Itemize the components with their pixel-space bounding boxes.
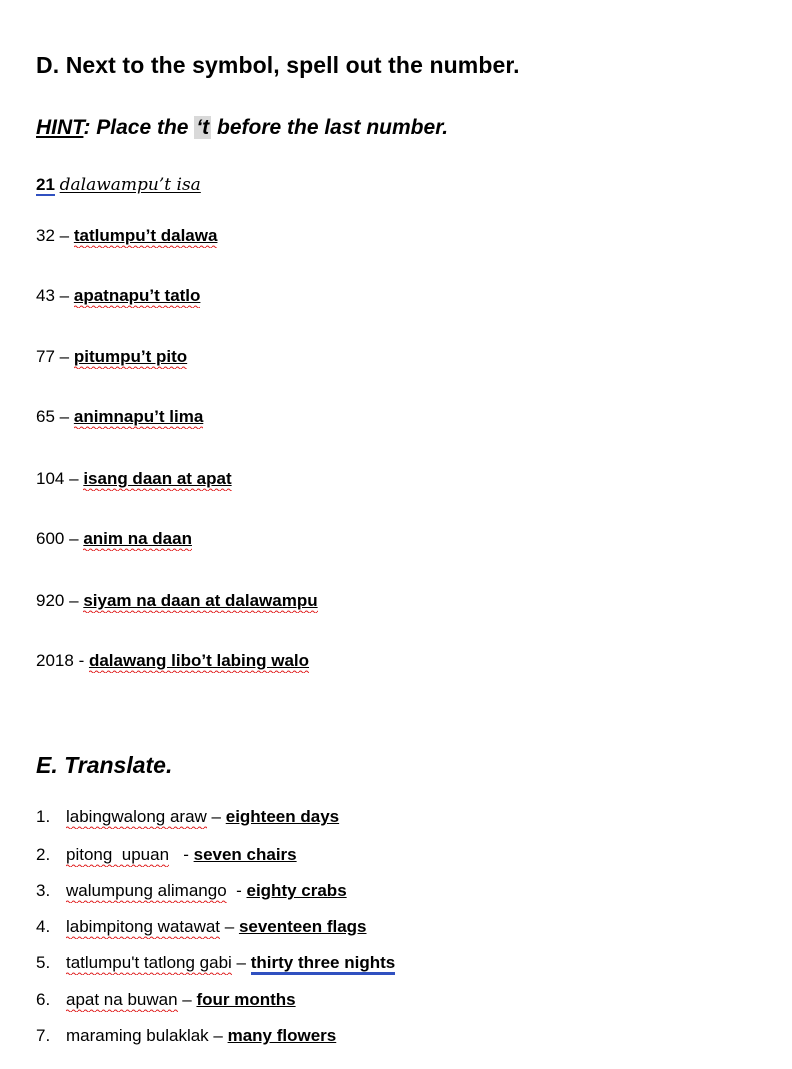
hint-label: HINT <box>36 116 84 139</box>
english-answer: eighty crabs <box>246 881 347 900</box>
number-item <box>36 286 200 306</box>
item-separator: – <box>59 286 70 305</box>
number-item <box>36 591 318 611</box>
tagalog-phrase: apat na buwan <box>66 990 178 1012</box>
section-d-heading: D. Next to the symbol, spell out the number. <box>36 52 520 78</box>
item-answer: apatnapu’t tatlo <box>74 286 201 308</box>
item-separator: - <box>78 651 85 670</box>
tagalog-phrase: maraming bulaklak <box>66 1026 209 1045</box>
item-number: 104 <box>36 469 65 488</box>
item-number: 77 <box>36 347 55 366</box>
translate-item <box>36 1026 336 1046</box>
translate-item <box>36 990 296 1010</box>
example-item <box>36 175 201 195</box>
item-separator: - <box>169 845 194 864</box>
item-index: 2. <box>36 845 51 864</box>
item-number: 65 <box>36 407 55 426</box>
translate-item <box>36 881 347 901</box>
item-index: 6. <box>36 990 51 1009</box>
item-separator: – <box>69 529 79 548</box>
item-answer: tatlumpu’t dalawa <box>74 226 218 248</box>
section-e-heading: E. Translate. <box>36 752 173 778</box>
item-index: 5. <box>36 953 51 972</box>
tagalog-phrase: labimpitong watawat <box>66 917 220 939</box>
number-item <box>36 529 192 549</box>
translate-item <box>36 917 367 937</box>
item-index: 4. <box>36 917 51 936</box>
hint-text-post: before the last number. <box>211 116 449 139</box>
item-answer: animnapu’t lima <box>74 407 203 429</box>
item-separator: – <box>59 347 70 366</box>
item-separator: – <box>208 1026 228 1045</box>
hint-highlight: ‘t <box>196 116 210 139</box>
hint-text-pre: : Place the <box>83 116 195 139</box>
item-answer: pitumpu’t pito <box>74 347 187 369</box>
hint-line <box>36 116 448 140</box>
translate-item <box>36 845 297 865</box>
number-item <box>36 226 217 246</box>
example-number: 21 <box>36 175 55 194</box>
tagalog-phrase: labingwalong araw <box>66 807 207 829</box>
item-separator: – <box>69 469 79 488</box>
english-answer: thirty three nights <box>251 953 396 975</box>
item-number: 32 <box>36 226 55 245</box>
number-item <box>36 347 187 367</box>
translate-item <box>36 953 395 973</box>
english-answer: eighteen days <box>225 807 340 826</box>
tagalog-phrase: walumpung alimango <box>66 881 227 903</box>
item-index: 3. <box>36 881 51 900</box>
item-separator: – <box>206 807 226 826</box>
item-index: 7. <box>36 1026 51 1045</box>
english-answer: four months <box>196 990 296 1009</box>
translate-item <box>36 807 339 827</box>
item-answer: anim na daan <box>83 529 192 551</box>
english-answer: seven chairs <box>193 845 297 864</box>
item-number: 600 <box>36 529 65 548</box>
item-number: 920 <box>36 591 65 610</box>
english-answer: many flowers <box>227 1026 337 1045</box>
example-answer: dalawampu’t isa <box>59 175 201 195</box>
item-number: 43 <box>36 286 55 305</box>
item-answer: siyam na daan at dalawampu <box>83 591 317 613</box>
tagalog-phrase: tatlumpu't tatlong gabi <box>66 953 232 975</box>
item-answer: isang daan at apat <box>83 469 231 491</box>
tagalog-phrase: pitong upuan <box>66 845 169 867</box>
item-separator: – <box>231 953 251 972</box>
item-separator: – <box>69 591 79 610</box>
number-item <box>36 469 232 489</box>
item-separator: - <box>226 881 247 900</box>
english-answer: seventeen flags <box>238 917 367 936</box>
item-separator: – <box>59 407 70 426</box>
item-index: 1. <box>36 807 51 826</box>
item-answer: dalawang libo’t labing walo <box>89 651 309 673</box>
number-item <box>36 407 203 427</box>
number-item <box>36 651 309 671</box>
item-number: 2018 <box>36 651 74 670</box>
item-separator: – <box>220 917 239 936</box>
item-separator: – <box>177 990 197 1009</box>
item-separator: – <box>59 226 70 245</box>
